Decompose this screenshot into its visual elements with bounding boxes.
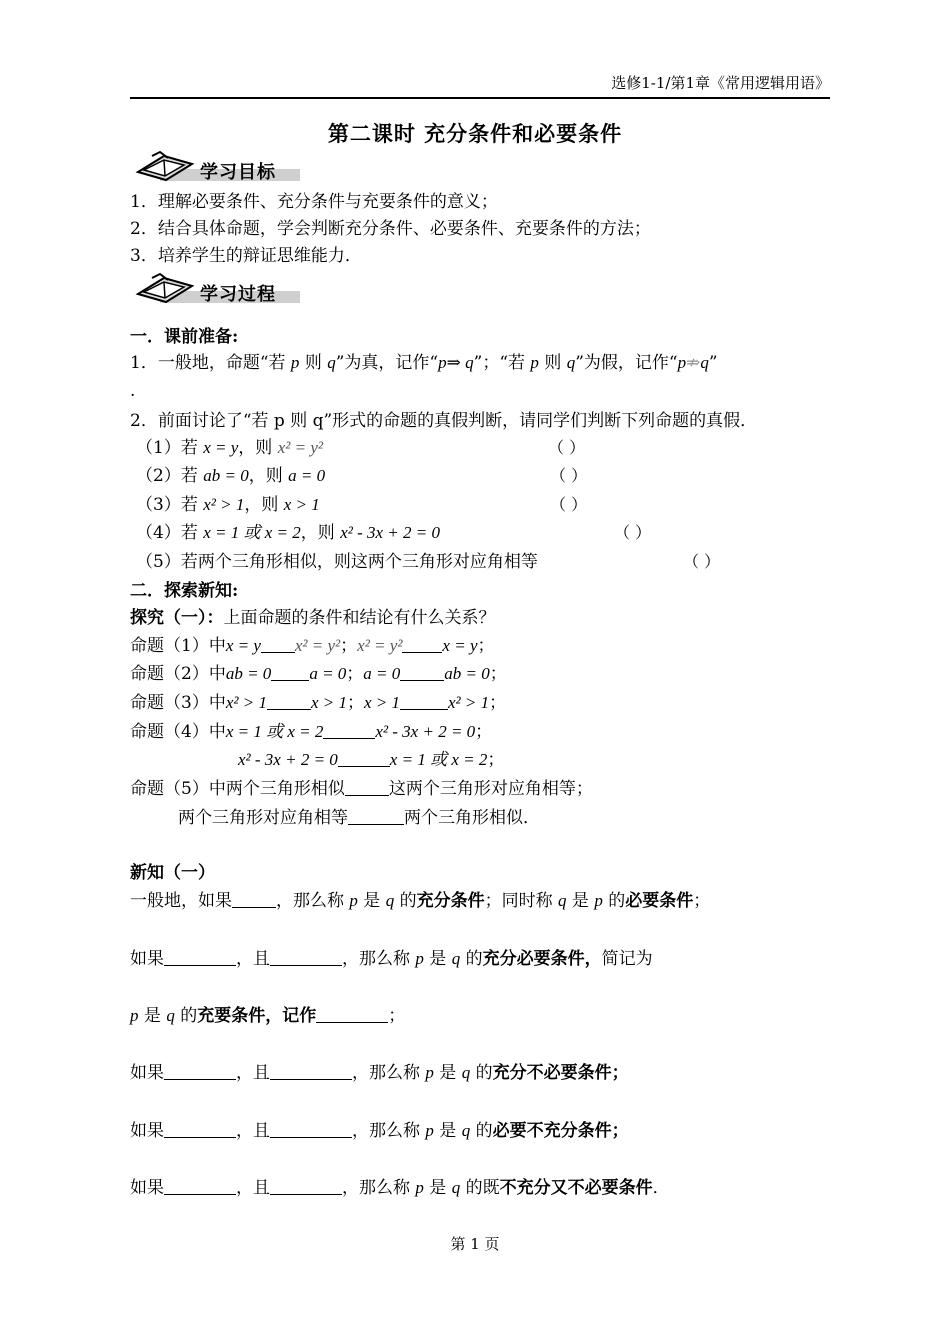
text: ，那么称 <box>342 949 416 969</box>
term-necessary: 必要条件 <box>625 891 694 911</box>
text: 简记为 <box>601 949 653 969</box>
explore-row-2 <box>130 663 507 685</box>
item-label: （4）若 <box>136 523 198 543</box>
goal-2: 2．结合具体命题，学会判断充分条件、必要条件、充要条件的方法； <box>130 219 651 239</box>
text: ，且 <box>236 949 270 969</box>
text: 则 <box>299 353 328 373</box>
row-label: 命题（3）中 <box>130 693 226 713</box>
answer-paren-3[interactable]: （ ） <box>550 495 588 514</box>
separator: ； <box>477 636 495 656</box>
math-expr: x² - 3x + 2 = 0 <box>375 722 476 741</box>
header-rule <box>130 97 830 99</box>
term-sufficient-not-necessary: 充分不必要条件； <box>492 1063 629 1083</box>
answer-paren-4[interactable]: （ ） <box>614 523 652 542</box>
blank[interactable] <box>316 1006 388 1023</box>
math-expr: x > 1 <box>310 693 347 712</box>
var-q: q <box>327 353 336 372</box>
blank[interactable] <box>261 636 295 653</box>
blank[interactable] <box>164 1063 236 1080</box>
text: 两个三角形相似． <box>404 808 540 828</box>
newknow-line-2 <box>130 948 653 970</box>
var-q: q <box>558 891 567 910</box>
var-p: p <box>530 353 539 372</box>
goal-1: 1．理解必要条件、充分条件与充要条件的意义； <box>130 192 498 212</box>
var-p: p <box>290 353 300 372</box>
separator: ； <box>475 722 493 742</box>
separator: ； <box>346 693 364 713</box>
text: 如果 <box>130 1063 164 1083</box>
var-p: p <box>130 1006 139 1025</box>
text: ． <box>652 1178 670 1198</box>
math-expr: x = 1 或 x = 2 <box>203 523 301 542</box>
separator: ； <box>340 636 358 656</box>
text: 的 <box>470 1121 493 1141</box>
explore-question <box>130 607 496 629</box>
math-expr: ab = 0 <box>444 664 490 683</box>
prep-item-5: （5）若两个三角形相似，则这两个三角形对应角相等 <box>136 552 538 572</box>
text: 两个三角形对应角相等 <box>178 808 348 828</box>
var-p: p <box>349 891 358 910</box>
var-p: p <box>415 949 424 968</box>
explore-row-4a <box>130 721 492 743</box>
text: ； <box>388 1006 406 1026</box>
answer-paren-5[interactable]: （ ） <box>683 552 721 571</box>
text: 如果 <box>130 1178 164 1198</box>
math-expr: x² - 3x + 2 = 0 <box>238 750 338 769</box>
goals-banner-label: 学习目标 <box>200 162 276 183</box>
math-expr: x² = y² <box>357 636 403 655</box>
text: 的 <box>394 891 417 911</box>
newknow-heading: 新知（一） <box>130 863 215 883</box>
process-banner-label: 学习过程 <box>200 284 276 305</box>
math-expr: x = y <box>442 636 478 655</box>
separator: ； <box>489 693 507 713</box>
var-q: q <box>566 353 576 372</box>
text: ，那么称 <box>342 1178 416 1198</box>
book-icon <box>134 150 196 184</box>
prep-item-2 <box>136 465 325 487</box>
book-icon <box>134 272 196 306</box>
item-label: （1）若 <box>136 438 198 458</box>
var-p: p <box>594 891 603 910</box>
blank[interactable] <box>267 693 311 710</box>
text: 的 <box>470 1063 493 1083</box>
text: ”；“若 <box>473 353 531 373</box>
prep-line1-end: . <box>130 381 136 401</box>
explore-row-3 <box>130 692 506 714</box>
term-necessary-not-sufficient: 必要不充分条件； <box>492 1121 629 1141</box>
math-expr: x² = y² <box>294 636 341 655</box>
blank[interactable] <box>348 808 404 825</box>
answer-paren-2[interactable]: （ ） <box>550 466 588 485</box>
page-title: 第二课时 充分条件和必要条件 <box>327 121 623 146</box>
math-expr: ab = 0 <box>225 664 272 683</box>
text: ，且 <box>236 1121 270 1141</box>
text: ，且 <box>236 1063 270 1083</box>
var-q: q <box>461 1121 471 1140</box>
text: ，且 <box>236 1178 270 1198</box>
text: ，那么称 <box>352 1063 426 1083</box>
var-q: q <box>460 353 474 372</box>
item-label: （3）若 <box>136 495 198 515</box>
blank[interactable] <box>402 636 442 653</box>
blank[interactable] <box>271 664 309 681</box>
explore-row-4b <box>238 749 504 771</box>
var-p: p <box>438 353 447 372</box>
term-iff: 充要条件，记作 <box>197 1006 317 1026</box>
var-p: p <box>677 353 687 372</box>
text: 的既 <box>460 1178 500 1198</box>
blank[interactable] <box>164 949 236 966</box>
blank[interactable] <box>164 1121 236 1138</box>
text: ，则 <box>244 495 279 515</box>
text: ”为假，记作“ <box>575 353 678 373</box>
math-expr: a = 0 <box>309 664 347 683</box>
newknow-line-1 <box>130 890 710 912</box>
row-label: 命题（1）中 <box>130 636 226 656</box>
separator: ； <box>346 664 364 684</box>
header-course: 选修1-1/第1章《常用逻辑用语》 <box>611 74 830 92</box>
math-expr: x > 1 <box>283 495 320 514</box>
newknow-line-6 <box>130 1177 670 1199</box>
item-label: （2）若 <box>136 466 198 486</box>
text: ，则 <box>238 438 273 458</box>
var-q: q <box>385 891 395 910</box>
newknow-line-3 <box>130 1005 405 1027</box>
text: 是 <box>423 949 452 969</box>
blank[interactable] <box>400 664 444 681</box>
goal-3: 3．培养学生的辩证思维能力． <box>130 246 362 266</box>
newknow-line-5 <box>130 1120 629 1142</box>
text: 如果 <box>130 1121 164 1141</box>
text: ，则 <box>248 466 283 486</box>
var-q: q <box>451 949 461 968</box>
math-expr: a = 0 <box>288 466 326 485</box>
math-expr: x = 1 或 x = 2 <box>225 722 324 741</box>
math-expr: x² > 1 <box>203 495 245 514</box>
implies-symbol: ⇒ <box>446 353 461 373</box>
blank[interactable] <box>164 1178 236 1195</box>
blank[interactable] <box>232 891 276 908</box>
blank[interactable] <box>400 693 448 710</box>
explore-row-5b <box>178 807 540 829</box>
question-text: 上面命题的条件和结论有什么关系？ <box>223 608 496 628</box>
text: ；同时称 <box>484 891 559 911</box>
text: 是 <box>433 1121 462 1141</box>
explore-heading: 二．探索新知: <box>130 581 239 601</box>
blank[interactable] <box>270 1063 352 1080</box>
text: 则 <box>538 353 567 373</box>
prep-line1 <box>130 352 718 374</box>
text: 的 <box>174 1006 198 1026</box>
text: ，那么称 <box>352 1121 426 1141</box>
goals-banner <box>130 150 300 184</box>
text: ” <box>708 353 718 373</box>
blank[interactable] <box>270 949 342 966</box>
blank[interactable] <box>345 779 389 796</box>
var-q: q <box>166 1006 175 1025</box>
text: 是 <box>566 891 595 911</box>
math-expr: x = y <box>225 636 261 655</box>
answer-paren-1[interactable]: （ ） <box>548 438 586 457</box>
explore-row-5a <box>130 778 593 800</box>
row-label: 命题（2）中 <box>130 664 226 684</box>
math-expr: ab = 0 <box>203 466 249 485</box>
term-neither: 不充分又不必要条件 <box>499 1178 653 1198</box>
text: 是 <box>423 1178 452 1198</box>
var-q: q <box>461 1063 471 1082</box>
not-implies-symbol: ⇏ <box>686 353 701 373</box>
var-p: p <box>415 1178 424 1197</box>
math-expr: a = 0 <box>363 664 401 683</box>
math-expr: x² > 1 <box>225 693 267 712</box>
text: 是 <box>138 1006 167 1026</box>
text: 如果 <box>130 949 164 969</box>
text: ； <box>693 891 711 911</box>
text: 这两个三角形对应角相等； <box>388 779 593 799</box>
text: 1．一般地，命题“若 <box>130 353 291 373</box>
row-label: 命题（4）中 <box>130 722 226 742</box>
separator: ； <box>489 664 507 684</box>
prep-item-1 <box>136 437 323 459</box>
var-p: p <box>425 1063 434 1082</box>
text: 的 <box>460 949 483 969</box>
question-label: 探究（一）： <box>130 608 224 628</box>
var-q: q <box>451 1178 461 1197</box>
prep-line2: 2．前面讨论了“若 p 则 q”形式的命题的真假判断，请同学们判断下列命题的真假． <box>130 411 758 431</box>
text: ，则 <box>300 523 335 543</box>
prep-item-4 <box>136 522 440 544</box>
term-sufficient: 充分条件 <box>416 891 485 911</box>
math-expr: x = 1 或 x = 2 <box>389 750 488 769</box>
blank[interactable] <box>338 750 390 767</box>
math-expr: x² = y² <box>277 438 323 457</box>
term-sufficient-necessary: 充分必要条件， <box>482 949 602 969</box>
newknow-line-4 <box>130 1062 629 1084</box>
blank[interactable] <box>270 1121 352 1138</box>
separator: ； <box>487 750 505 770</box>
text: 是 <box>357 891 386 911</box>
text: 是 <box>433 1063 462 1083</box>
explore-row-1 <box>130 635 494 657</box>
math-expr: x² - 3x + 2 = 0 <box>340 523 440 542</box>
math-expr: x² > 1 <box>448 693 490 712</box>
blank[interactable] <box>270 1178 342 1195</box>
prep-item-3 <box>136 494 320 516</box>
text: 一般地，如果 <box>130 891 232 911</box>
page-number: 第 1 页 <box>450 1235 500 1253</box>
text: ”为真，记作“ <box>335 353 439 373</box>
process-banner <box>130 272 300 306</box>
math-expr: x > 1 <box>363 693 401 712</box>
var-q: q <box>700 353 709 372</box>
text: ，那么称 <box>276 891 350 911</box>
text: 的 <box>602 891 626 911</box>
blank[interactable] <box>323 722 375 739</box>
prep-heading: 一．课前准备: <box>130 327 239 347</box>
text: 命题（5）中两个三角形相似 <box>130 779 345 799</box>
math-expr: x = y <box>203 438 239 457</box>
var-p: p <box>425 1121 434 1140</box>
